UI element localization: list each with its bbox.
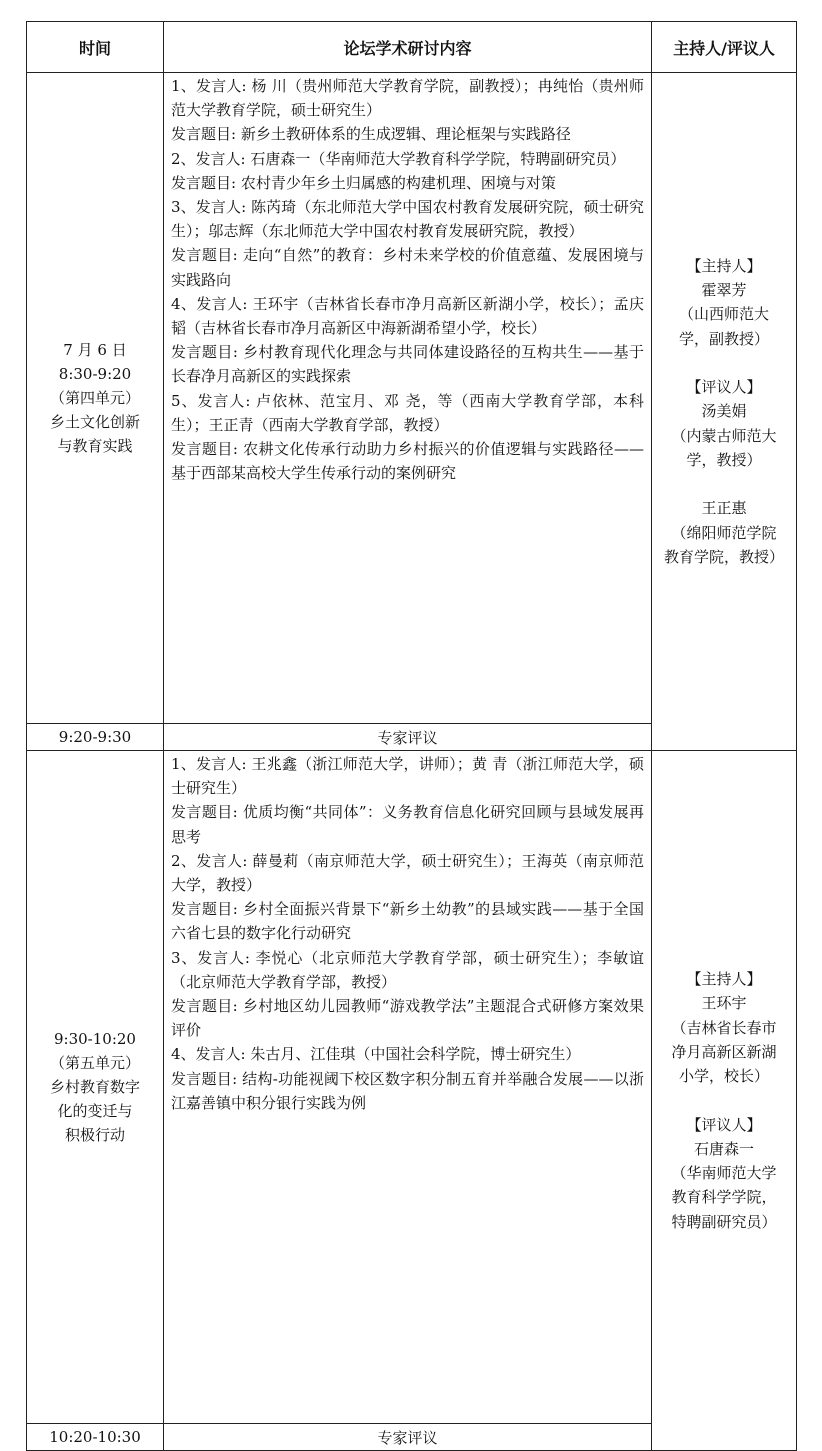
host-gap (652, 351, 796, 375)
session-time-line: （第五单元） (49, 1054, 140, 1072)
review-label: 专家评议 (164, 1424, 652, 1451)
host-line: （华南师范大学 (671, 1164, 777, 1183)
host-line: 王正惠 (701, 499, 747, 518)
talk-speaker: 4、发言人: 朱古月、江佳琪（中国社会科学院，博士研究生） (171, 1045, 581, 1064)
host-line: 汤美娟 (701, 402, 747, 421)
session-time-line: （第四单元） (49, 389, 140, 407)
talk-title: 发言题目: 结构-功能视阈下校区数字积分制五育并举融合发展——以浙江嘉善镇中积分银行实践为例 (171, 1069, 644, 1112)
session-time-cell (27, 73, 164, 724)
session-row (27, 751, 797, 1424)
talk-title: 发言题目: 新乡土教研体系的生成逻辑、理论框架与实践路径 (171, 125, 571, 144)
talk-title: 发言题目: 乡村教育现代化理念与共同体建设路径的互构共生——基于长春净月高新区的实践探索 (171, 343, 644, 386)
talk-title: 发言题目: 走向“自然”的教育：乡村未来学校的价值意蕴、发展困境与实践路向 (171, 246, 644, 289)
header-time: 时间 (27, 22, 164, 73)
schedule-body (27, 73, 797, 1451)
talk-speaker: 1、发言人: 王兆鑫（浙江师范大学，讲师）；黄 青（浙江师范大学，硕士研究生） (171, 755, 644, 798)
session-time-cell (27, 751, 164, 1424)
talk-title: 发言题目: 优质均衡“共同体”：义务教育信息化研究回顾与县域发展再思考 (171, 803, 644, 846)
session-time-line: 9:30-10:20 (54, 1030, 136, 1048)
session-time-line: 化的变迁与 (57, 1102, 133, 1120)
host-line: （绵阳师范学院 (671, 523, 777, 542)
host-line: 特聘副研究员） (671, 1212, 777, 1231)
session-time-line: 与教育实践 (57, 437, 133, 455)
host-line: 学，副教授） (678, 329, 769, 348)
talk-title: 发言题目: 乡村地区幼儿园教师“游戏教学法”主题混合式研修方案效果评价 (171, 997, 644, 1040)
host-line: 教育学院，教授） (663, 547, 784, 566)
schedule-table (26, 21, 797, 1451)
host-line: （内蒙古师范大 (671, 426, 777, 445)
host-line: 【评议人】 (686, 378, 762, 397)
host-line: 【评议人】 (686, 1115, 762, 1134)
host-line: 王环宇 (701, 994, 747, 1013)
session-host-cell (652, 751, 797, 1451)
host-line: 【主持人】 (686, 970, 762, 989)
header-row (27, 22, 797, 73)
session-time-line: 乡村教育数字 (49, 1078, 140, 1096)
talk-speaker: 2、发言人: 石唐森一（华南师范大学教育科学学院，特聘副研究员） (171, 149, 626, 168)
session-time-line: 7 月 6 日 (63, 341, 127, 359)
host-line: 霍翠芳 (701, 281, 747, 300)
header-host: 主持人/评议人 (652, 22, 797, 73)
review-label: 专家评议 (164, 724, 652, 751)
talk-title: 发言题目: 乡村全面振兴背景下“新乡土幼教”的县域实践——基于全国六省七县的数字化行动研究 (171, 900, 644, 943)
session-content-cell (164, 751, 652, 1424)
talk-speaker: 4、发言人: 王环宇（吉林省长春市净月高新区新湖小学，校长）；孟庆韬（吉林省长春市净月高新区中海新湖希望小学，校长） (171, 294, 644, 338)
host-line: 小学，校长） (678, 1067, 769, 1086)
talk-speaker: 5、发言人: 卢依林、范宝月、邓 尧，等（西南大学教育学部，本科生）；王正青（西南大学教育学部，教授） (171, 391, 644, 434)
review-time: 10:20-10:30 (27, 1424, 164, 1451)
host-line: 石唐森一 (693, 1139, 754, 1158)
header-content: 论坛学术研讨内容 (164, 22, 652, 73)
talk-speaker: 2、发言人: 薛曼莉（南京师范大学，硕士研究生）；王海英（南京师范大学，教授） (171, 851, 644, 895)
host-line: （吉林省长春市 (671, 1018, 777, 1037)
talk-title: 发言题目: 农村青少年乡土归属感的构建机理、困境与对策 (171, 173, 556, 192)
host-line: 净月高新区新湖 (671, 1042, 777, 1061)
session-host-cell (652, 73, 797, 751)
session-content-cell (164, 73, 652, 724)
session-row (27, 73, 797, 724)
talk-speaker: 1、发言人: 杨 川（贵州师范大学教育学院，副教授）；冉纯怡（贵州师范大学教育学院，硕士研究生） (171, 77, 644, 120)
session-time-line: 积极行动 (64, 1126, 125, 1144)
host-line: 教育科学学院， (671, 1188, 777, 1207)
session-time-line: 乡土文化创新 (49, 413, 140, 431)
talk-speaker: 3、发言人: 陈芮琦（东北师范大学中国农村教育发展研究院，硕士研究生）；邬志辉（东北师范大学中国农村教育发展研究院，教授） (171, 198, 644, 241)
host-gap (652, 1089, 796, 1113)
host-line: 【主持人】 (686, 256, 762, 275)
host-line: 学，教授） (686, 450, 762, 469)
host-line: （山西师范大 (678, 305, 769, 324)
talk-title: 发言题目: 农耕文化传承行动助力乡村振兴的价值逻辑与实践路径——基于西部某高校大学生传承行动的案例研究 (171, 440, 644, 483)
talk-speaker: 3、发言人: 李悦心（北京师范大学教育学部，硕士研究生）；李敏谊（北京师范大学教育学部，教授） (171, 948, 644, 991)
host-gap (652, 472, 796, 496)
session-time-line: 8:30-9:20 (58, 365, 132, 383)
review-time: 9:20-9:30 (27, 724, 164, 751)
